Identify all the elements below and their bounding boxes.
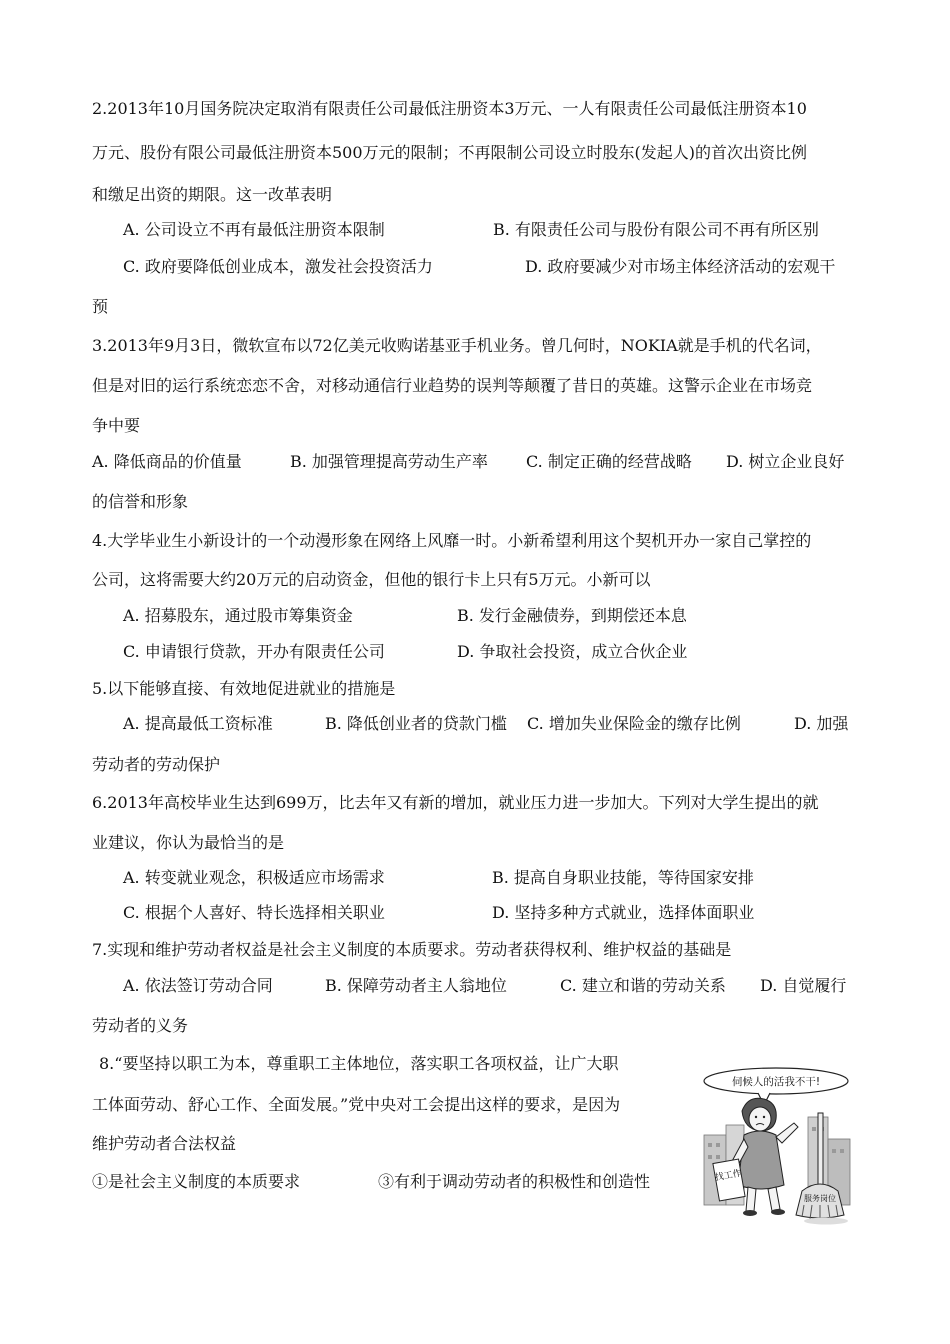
q7-option-c: C. 建立和谐的劳动关系 [560, 976, 726, 995]
q7-option-b: B. 保障劳动者主人翁地位 [325, 976, 507, 995]
q4-stem-line-2: 公司，这将需要大约20万元的启动资金，但他的银行卡上只有5万元。小新可以 [92, 570, 651, 589]
q6-option-b: B. 提高自身职业技能，等待国家安排 [492, 868, 754, 887]
q3-option-d-continued: 的信誉和形象 [92, 492, 189, 511]
q5-option-d-continued: 劳动者的劳动保护 [92, 755, 221, 774]
q3-option-a: A. 降低商品的价值量 [92, 452, 242, 471]
q6-stem-line-2: 业建议，你认为最恰当的是 [92, 833, 285, 852]
q7-option-a: A. 依法签订劳动合同 [123, 976, 273, 995]
q8-stem-line-1: 8.“要坚持以职工为本，尊重职工主体地位，落实职工各项权益，让广大职 [99, 1054, 619, 1073]
q4-option-d: D. 争取社会投资，成立合伙企业 [457, 642, 688, 661]
q3-option-c: C. 制定正确的经营战略 [526, 452, 692, 471]
q6-option-c: C. 根据个人喜好、特长选择相关职业 [123, 903, 385, 922]
q7-option-d: D. 自觉履行 [760, 976, 847, 995]
q3-option-b: B. 加强管理提高劳动生产率 [290, 452, 488, 471]
q6-stem-line-1: 6.2013年高校毕业生达到699万，比去年又有新的增加，就业压力进一步加大。下列对大学生提出的就 [92, 793, 819, 812]
q3-stem-line-3: 争中要 [92, 416, 141, 435]
q5-option-c: C. 增加失业保险金的缴存比例 [527, 714, 741, 733]
q5-option-b: B. 降低创业者的贷款门槛 [325, 714, 507, 733]
q5-stem-line-1: 5.以下能够直接、有效地促进就业的措施是 [92, 679, 396, 698]
q2-option-a: A. 公司设立不再有最低注册资本限制 [123, 220, 385, 239]
cartoon-paper-text: 找工作 [714, 1168, 743, 1184]
q2-stem-line-3: 和缴足出资的期限。这一改革表明 [92, 185, 333, 204]
q4-option-c: C. 申请银行贷款，开办有限责任公司 [123, 642, 385, 661]
q7-stem-line-1: 7.实现和维护劳动者权益是社会主义制度的本质要求。劳动者获得权利、维护权益的基础是 [92, 940, 732, 959]
q3-stem-line-2: 但是对旧的运行系统恋恋不舍，对移动通信行业趋势的误判等颠覆了昔日的英雄。这警示企业在市场竞 [92, 376, 813, 395]
q2-option-d: D. 政府要减少对市场主体经济活动的宏观干 [525, 257, 836, 276]
q2-option-c: C. 政府要降低创业成本，激发社会投资活力 [123, 257, 433, 276]
q3-stem-line-1: 3.2013年9月3日，微软宣布以72亿美元收购诺基亚手机业务。曾几何时，NOKIA就是手机的代名词， [92, 336, 822, 355]
q8-stem-line-2: 工体面劳动、舒心工作、全面发展。”党中央对工会提出这样的要求，是因为 [92, 1095, 621, 1114]
cartoon-sign-text: 服务岗位 [804, 1194, 836, 1203]
q4-option-b: B. 发行金融债券，到期偿还本息 [457, 606, 687, 625]
cartoon-drawing [698, 1065, 856, 1227]
q6-option-d: D. 坚持多种方式就业，选择体面职业 [492, 903, 755, 922]
q8-item-1: ①是社会主义制度的本质要求 [92, 1172, 301, 1191]
q2-option-b: B. 有限责任公司与股份有限公司不再有所区别 [493, 220, 819, 239]
q8-item-3: ③有利于调动劳动者的积极性和创造性 [378, 1172, 651, 1191]
q4-option-a: A. 招募股东，通过股市筹集资金 [123, 606, 353, 625]
q5-option-d: D. 加强 [794, 714, 849, 733]
q2-stem-line-2: 万元、股份有限公司最低注册资本500万元的限制；不再限制公司设立时股东(发起人)的首次出资比例 [92, 143, 808, 162]
q4-stem-line-1: 4.大学毕业生小新设计的一个动漫形象在网络上风靡一时。小新希望利用这个契机开办一家自己掌控的 [92, 531, 812, 550]
q7-option-d-continued: 劳动者的义务 [92, 1016, 189, 1035]
cartoon-speech-text: 伺候人的活我不干! [731, 1076, 821, 1088]
q8-stem-line-3: 维护劳动者合法权益 [92, 1134, 237, 1153]
q2-stem-line-1: 2.2013年10月国务院决定取消有限责任公司最低注册资本3万元、一人有限责任公司最低注册资本10 [92, 99, 807, 118]
q2-option-d-continued: 预 [92, 297, 109, 316]
q6-option-a: A. 转变就业观念，积极适应市场需求 [123, 868, 385, 887]
cartoon-illustration [698, 1065, 856, 1227]
q3-option-d: D. 树立企业良好 [726, 452, 845, 471]
q5-option-a: A. 提高最低工资标准 [123, 714, 273, 733]
